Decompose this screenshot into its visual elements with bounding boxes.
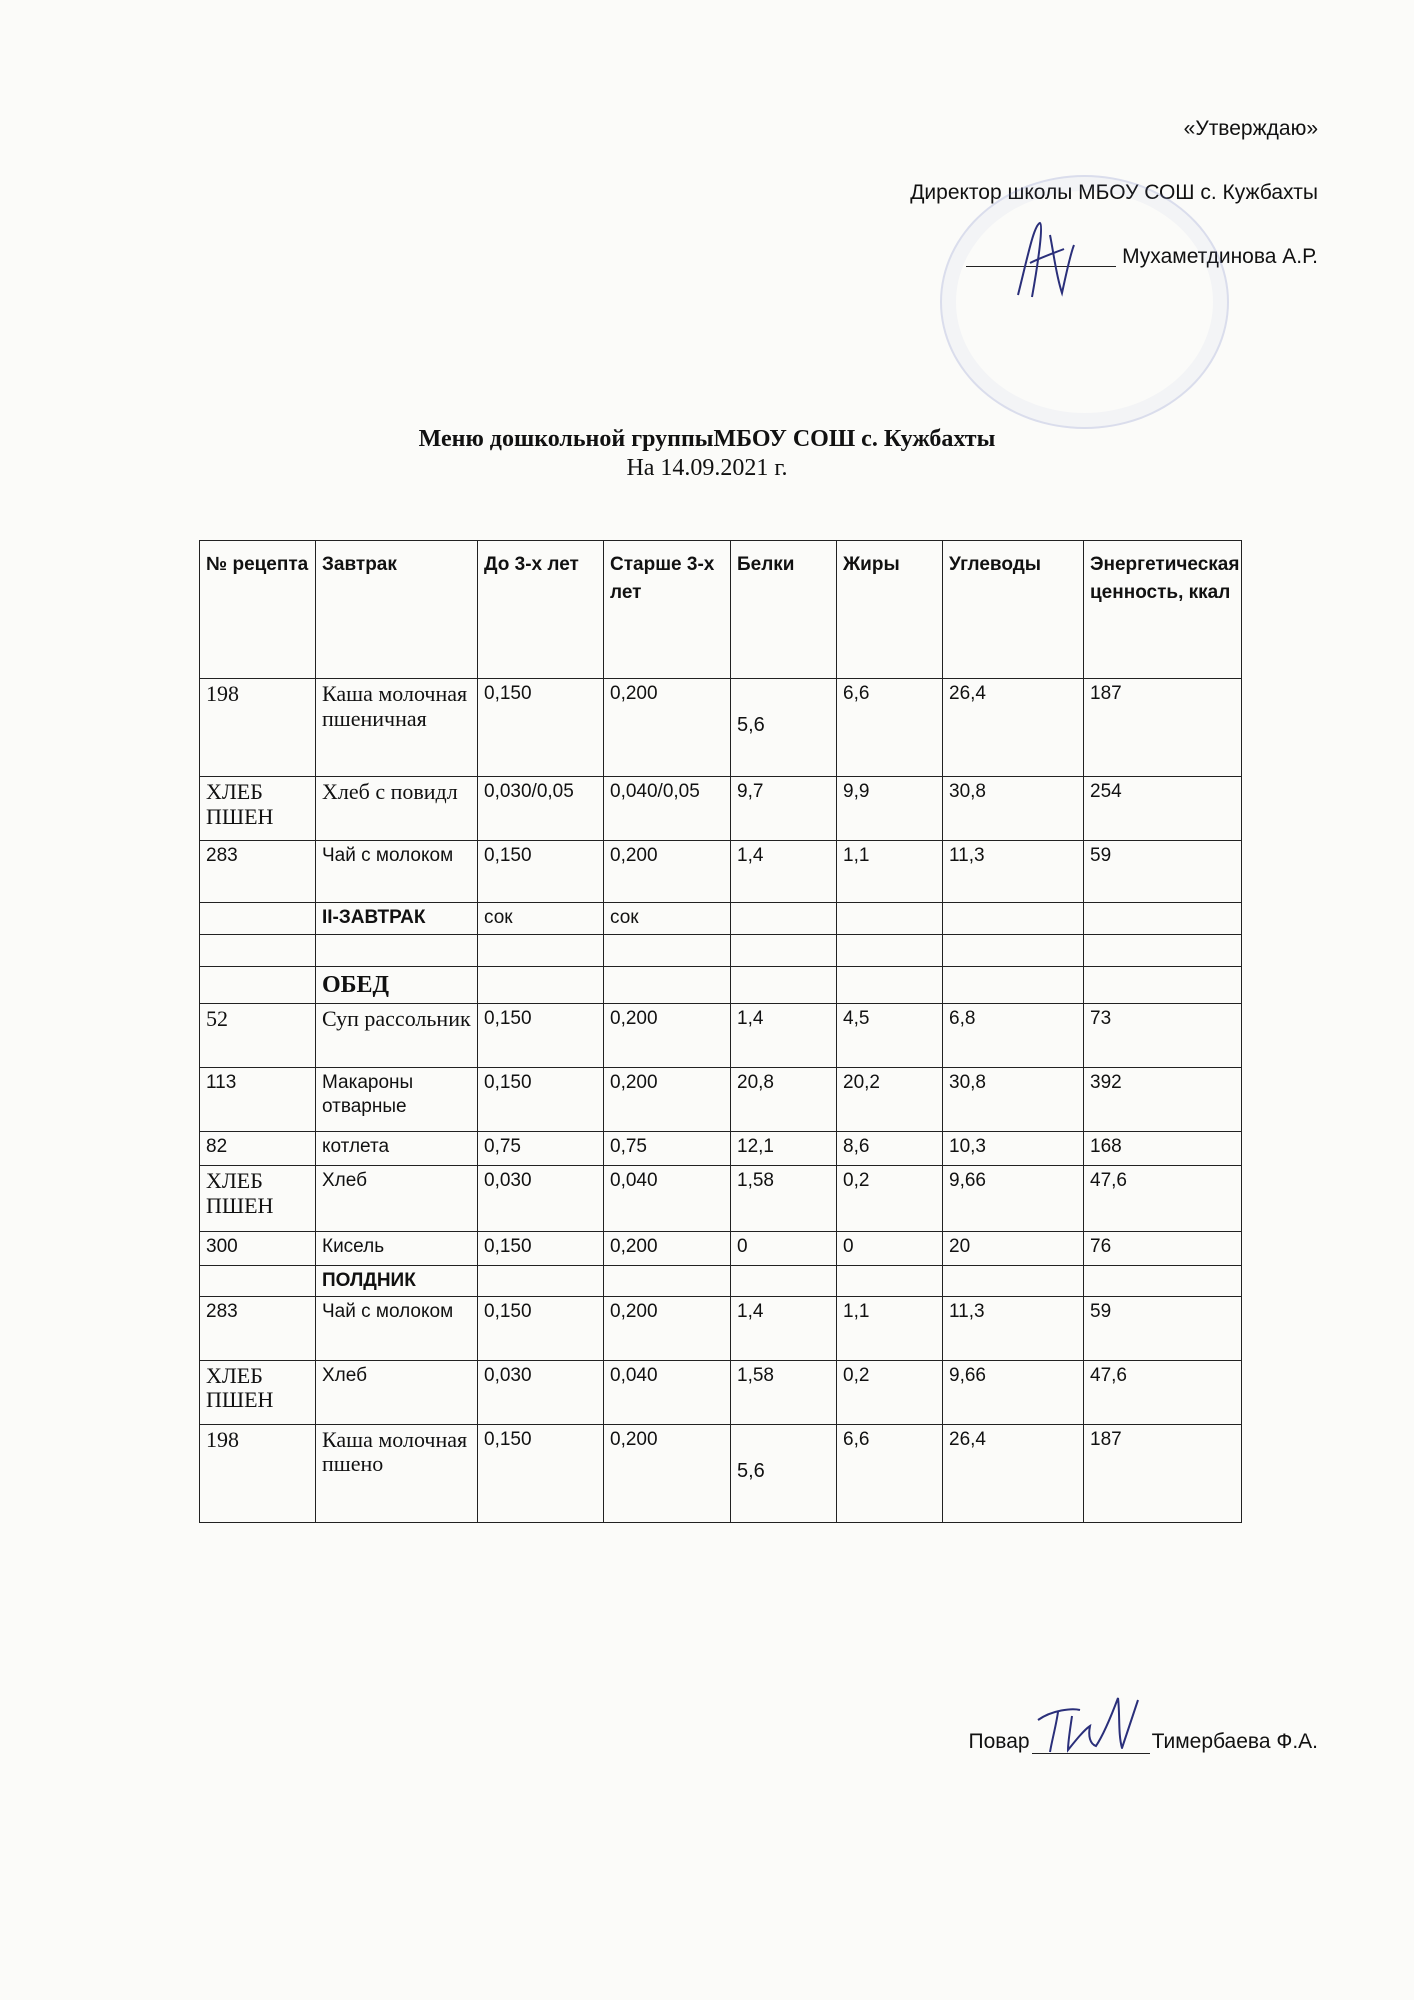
- table-row: [200, 679, 1242, 777]
- cell-over-3: 0,200: [604, 841, 731, 903]
- cell-under-3: [478, 967, 604, 1004]
- cell-carbs: [943, 935, 1084, 967]
- cell-dish: Каша молочная пшено: [316, 1424, 478, 1522]
- cell-fats: 8,6: [837, 1132, 943, 1166]
- cell-over-3: [604, 1266, 731, 1297]
- cell-proteins: 0: [731, 1232, 837, 1266]
- cell-energy: [1084, 1266, 1242, 1297]
- table-row: [200, 1424, 1242, 1522]
- cell-energy: 254: [1084, 777, 1242, 841]
- header-meal: Завтрак: [316, 541, 478, 679]
- cell-carbs: 11,3: [943, 841, 1084, 903]
- cell-over-3: 0,200: [604, 1424, 731, 1522]
- cell-dish: [316, 935, 478, 967]
- cell-carbs: 30,8: [943, 777, 1084, 841]
- school-stamp: [940, 175, 1229, 429]
- cell-carbs: 26,4: [943, 1424, 1084, 1522]
- cell-energy: [1084, 935, 1242, 967]
- cell-over-3: 0,200: [604, 1296, 731, 1360]
- cell-under-3: сок: [478, 903, 604, 935]
- cell-under-3: 0,150: [478, 1232, 604, 1266]
- table-row-empty: [200, 935, 1242, 967]
- table-row: [200, 1296, 1242, 1360]
- cell-fats: 1,1: [837, 841, 943, 903]
- cell-carbs: 26,4: [943, 679, 1084, 777]
- cell-under-3: 0,030/0,05: [478, 777, 604, 841]
- cell-recipe: 198: [200, 679, 316, 777]
- cell-carbs: [943, 1266, 1084, 1297]
- cell-under-3: 0,75: [478, 1132, 604, 1166]
- cell-energy: [1084, 967, 1242, 1004]
- cook-name: Тимербаева Ф.А.: [1151, 1730, 1318, 1753]
- cell-proteins: 5,6: [731, 1424, 837, 1522]
- cell-section-second-breakfast: II-ЗАВТРАК: [316, 903, 478, 935]
- table-row: [200, 1068, 1242, 1132]
- cell-fats: 4,5: [837, 1004, 943, 1068]
- cell-recipe: [200, 903, 316, 935]
- cell-carbs: [943, 967, 1084, 1004]
- cell-over-3: 0,200: [604, 1068, 731, 1132]
- table-row: [200, 1004, 1242, 1068]
- cell-section-lunch: ОБЕД: [316, 967, 478, 1004]
- header-over-3: Старше 3-х лет: [604, 541, 731, 679]
- cell-carbs: 9,66: [943, 1360, 1084, 1424]
- cell-proteins: 12,1: [731, 1132, 837, 1166]
- cell-energy: 59: [1084, 841, 1242, 903]
- cell-over-3: 0,200: [604, 1232, 731, 1266]
- cell-fats: [837, 967, 943, 1004]
- cell-fats: 0,2: [837, 1360, 943, 1424]
- cell-under-3: 0,150: [478, 1004, 604, 1068]
- cell-recipe: [200, 1266, 316, 1297]
- cell-dish: Каша молочная пшеничная: [316, 679, 478, 777]
- cell-carbs: 30,8: [943, 1068, 1084, 1132]
- cell-under-3: 0,150: [478, 1424, 604, 1522]
- cell-under-3: [478, 935, 604, 967]
- cell-carbs: 20: [943, 1232, 1084, 1266]
- cell-carbs: 10,3: [943, 1132, 1084, 1166]
- cell-recipe: 52: [200, 1004, 316, 1068]
- cell-dish: Макароны отварные: [316, 1068, 478, 1132]
- cell-proteins: 20,8: [731, 1068, 837, 1132]
- cell-carbs: 6,8: [943, 1004, 1084, 1068]
- cell-under-3: 0,150: [478, 1068, 604, 1132]
- cell-under-3: 0,150: [478, 1296, 604, 1360]
- header-recipe-number: № рецепта: [200, 541, 316, 679]
- cell-proteins: [731, 935, 837, 967]
- cell-energy: 187: [1084, 1424, 1242, 1522]
- cell-fats: 6,6: [837, 1424, 943, 1522]
- cell-dish: Хлеб с повидл: [316, 777, 478, 841]
- cell-proteins: 1,4: [731, 1296, 837, 1360]
- table-row: [200, 1166, 1242, 1232]
- table-header-row: [200, 541, 1242, 679]
- cell-energy: 392: [1084, 1068, 1242, 1132]
- menu-table: [199, 540, 1242, 1523]
- cell-fats: [837, 903, 943, 935]
- table-row: [200, 1360, 1242, 1424]
- cell-fats: 9,9: [837, 777, 943, 841]
- cook-signature: [1032, 1690, 1142, 1760]
- header-fats: Жиры: [837, 541, 943, 679]
- cell-recipe: ХЛЕБ ПШЕН: [200, 1166, 316, 1232]
- cell-energy: 76: [1084, 1232, 1242, 1266]
- cell-under-3: 0,030: [478, 1360, 604, 1424]
- cell-dish: Хлеб: [316, 1360, 478, 1424]
- cell-recipe: 283: [200, 1296, 316, 1360]
- approval-position: Директор школы МБОУ СОШ с. Кужбахты: [910, 181, 1318, 204]
- cell-recipe: [200, 967, 316, 1004]
- table-row: [200, 1266, 1242, 1297]
- header-energy: Энергетическая ценность, ккал: [1084, 541, 1242, 679]
- cell-over-3: [604, 967, 731, 1004]
- cell-dish: Чай с молоком: [316, 841, 478, 903]
- cell-dish: Суп рассольник: [316, 1004, 478, 1068]
- cell-energy: 73: [1084, 1004, 1242, 1068]
- cell-recipe: 198: [200, 1424, 316, 1522]
- cook-signature-row: [969, 1730, 1318, 1754]
- page-title: Меню дошкольной группыМБОУ СОШ с. Кужбахты: [418, 426, 996, 452]
- cell-recipe: 113: [200, 1068, 316, 1132]
- cell-over-3: 0,200: [604, 679, 731, 777]
- cell-fats: 0: [837, 1232, 943, 1266]
- cell-under-3: 0,150: [478, 679, 604, 777]
- cell-proteins: 5,6: [731, 679, 837, 777]
- cell-proteins: 1,58: [731, 1360, 837, 1424]
- cell-proteins: 9,7: [731, 777, 837, 841]
- header-under-3: До 3-х лет: [478, 541, 604, 679]
- cell-proteins: 1,58: [731, 1166, 837, 1232]
- cell-fats: [837, 935, 943, 967]
- table-row: [200, 1132, 1242, 1166]
- cell-proteins: [731, 903, 837, 935]
- cell-dish: котлета: [316, 1132, 478, 1166]
- cell-dish: Чай с молоком: [316, 1296, 478, 1360]
- cell-recipe: ХЛЕБ ПШЕН: [200, 1360, 316, 1424]
- cell-energy: 47,6: [1084, 1166, 1242, 1232]
- cell-fats: 0,2: [837, 1166, 943, 1232]
- cell-fats: 6,6: [837, 679, 943, 777]
- cell-energy: 59: [1084, 1296, 1242, 1360]
- cell-recipe: 300: [200, 1232, 316, 1266]
- cell-over-3: 0,040: [604, 1360, 731, 1424]
- cell-dish: Хлеб: [316, 1166, 478, 1232]
- cell-carbs: [943, 903, 1084, 935]
- director-signature: [1010, 215, 1080, 305]
- cell-recipe: ХЛЕБ ПШЕН: [200, 777, 316, 841]
- cell-over-3: 0,200: [604, 1004, 731, 1068]
- cell-dish: Кисель: [316, 1232, 478, 1266]
- cell-energy: 187: [1084, 679, 1242, 777]
- cell-carbs: 9,66: [943, 1166, 1084, 1232]
- cell-over-3: 0,040: [604, 1166, 731, 1232]
- cell-energy: 47,6: [1084, 1360, 1242, 1424]
- cell-recipe: 82: [200, 1132, 316, 1166]
- table-row: [200, 1232, 1242, 1266]
- table-row: [200, 777, 1242, 841]
- cell-over-3: [604, 935, 731, 967]
- cell-over-3: 0,040/0,05: [604, 777, 731, 841]
- cook-label: Повар: [968, 1730, 1030, 1753]
- menu-date: На 14.09.2021 г.: [626, 455, 788, 481]
- header-proteins: Белки: [731, 541, 837, 679]
- cell-fats: [837, 1266, 943, 1297]
- cell-under-3: 0,030: [478, 1166, 604, 1232]
- cell-under-3: [478, 1266, 604, 1297]
- cell-over-3: 0,75: [604, 1132, 731, 1166]
- table-row: [200, 841, 1242, 903]
- table-row: [200, 967, 1242, 1004]
- director-name: Мухаметдинова А.Р.: [1122, 245, 1318, 268]
- cell-proteins: [731, 967, 837, 1004]
- cell-over-3: сок: [604, 903, 731, 935]
- cell-recipe: [200, 935, 316, 967]
- cell-proteins: [731, 1266, 837, 1297]
- cell-under-3: 0,150: [478, 841, 604, 903]
- cell-proteins: 1,4: [731, 1004, 837, 1068]
- cell-section-afternoon-snack: ПОЛДНИК: [316, 1266, 478, 1297]
- header-carbs: Углеводы: [943, 541, 1084, 679]
- table-row: [200, 903, 1242, 935]
- cell-carbs: 11,3: [943, 1296, 1084, 1360]
- cell-energy: 168: [1084, 1132, 1242, 1166]
- cell-recipe: 283: [200, 841, 316, 903]
- cell-proteins: 1,4: [731, 841, 837, 903]
- approval-heading: «Утверждаю»: [1183, 117, 1318, 140]
- cell-fats: 1,1: [837, 1296, 943, 1360]
- cell-fats: 20,2: [837, 1068, 943, 1132]
- cell-energy: [1084, 903, 1242, 935]
